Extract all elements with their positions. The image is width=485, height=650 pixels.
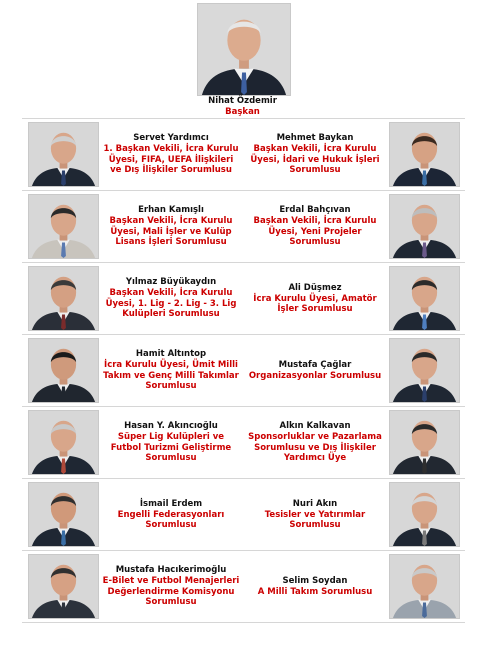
member-photo (28, 122, 99, 187)
member-name: Servet Yardımcı (133, 133, 209, 144)
member-row (22, 191, 465, 263)
member-info (102, 551, 240, 622)
president-section (0, 0, 485, 118)
member-row (22, 551, 465, 623)
member-role: Süper Lig Kulüpleri ve Futbol Turizmi Geliştirme Sorumlusu (110, 432, 232, 464)
member-info (102, 119, 240, 190)
member-photo (28, 338, 99, 403)
member-role: Engelli Federasyonları Sorumlusu (117, 509, 225, 530)
member-role: 1. Başkan Vekili, İcra Kurulu Üyesi, FIFA, UEFA İlişkileri ve Dış İlişkiler Sorumlusu (103, 144, 239, 176)
member-role: Organizasyonlar Sorumlusu (248, 370, 382, 381)
member-role: Başkan Vekili, İcra Kurulu Üyesi, 1. Lig - 2. Lig - 3. Lig Kulüpleri Sorumlusu (105, 288, 237, 320)
member-name: Ali Düşmez (288, 282, 342, 293)
member-name: Nuri Akın (292, 498, 338, 509)
member-role: Başkan Vekili, İcra Kurulu Üyesi, Mali İşler ve Kulüp Lisans İşleri Sorumlusu (109, 216, 233, 248)
member-info (102, 479, 240, 550)
board-members-table (22, 118, 465, 623)
member-name: Mustafa Çağlar (278, 359, 352, 370)
member-info (102, 191, 240, 262)
member-info (102, 335, 240, 406)
member-role: Tesisler ve Yatırımlar Sorumlusu (264, 509, 366, 530)
member-role: Başkan Vekili, İcra Kurulu Üyesi, İdari ve Hukuk İşleri Sorumlusu (250, 144, 380, 176)
member-name: Mustafa Hacıkerimoğlu (115, 565, 227, 576)
member-name: Alkın Kalkavan (279, 421, 351, 432)
member-role: A Milli Takım Sorumlusu (257, 586, 373, 597)
member-info (243, 407, 387, 478)
member-role: İcra Kurulu Üyesi, Amatör İşler Sorumlusu (253, 293, 377, 314)
member-name: Hasan Y. Akıncıoğlu (124, 421, 218, 432)
member-name: Erhan Kamışlı (138, 205, 204, 216)
member-role: E-Bilet ve Futbol Menajerleri Değerlendirme Komisyonu Sorumlusu (102, 576, 240, 608)
member-photo (389, 554, 460, 619)
member-photo (389, 410, 460, 475)
member-name: İsmail Erdem (139, 498, 203, 509)
member-photo (28, 554, 99, 619)
member-row (22, 407, 465, 479)
member-info (243, 119, 387, 190)
member-photo (28, 266, 99, 331)
member-photo (389, 266, 460, 331)
member-photo (389, 122, 460, 187)
member-photo (389, 338, 460, 403)
member-info (243, 335, 387, 406)
member-name: Mehmet Baykan (276, 133, 354, 144)
president-name: Nihat Özdemir (208, 96, 277, 106)
member-row (22, 335, 465, 407)
member-info (243, 479, 387, 550)
member-name: Yılmaz Büyükaydın (125, 277, 217, 288)
president-photo (197, 3, 291, 96)
member-row (22, 263, 465, 335)
member-photo (28, 194, 99, 259)
member-row (22, 479, 465, 551)
member-role: Sponsorluklar ve Pazarlama Sorumlusu ve Dış İlişkiler Yardımcı Üye (248, 432, 382, 464)
member-role: Başkan Vekili, İcra Kurulu Üyesi, Yeni Projeler Sorumlusu (253, 216, 377, 248)
member-role: İcra Kurulu Üyesi, Ümit Milli Takım ve Genç Milli Takımlar Sorumlusu (103, 360, 239, 392)
member-row (22, 119, 465, 191)
member-info (102, 263, 240, 334)
member-name: Hamit Altıntop (135, 349, 207, 360)
member-info (243, 263, 387, 334)
member-info (243, 191, 387, 262)
member-info (102, 407, 240, 478)
member-photo (389, 194, 460, 259)
president-title: Başkan (225, 107, 260, 117)
member-photo (389, 482, 460, 547)
member-name: Selim Soydan (282, 575, 348, 586)
member-info (243, 551, 387, 622)
member-name: Erdal Bahçıvan (279, 205, 351, 216)
member-photo (28, 482, 99, 547)
member-photo (28, 410, 99, 475)
